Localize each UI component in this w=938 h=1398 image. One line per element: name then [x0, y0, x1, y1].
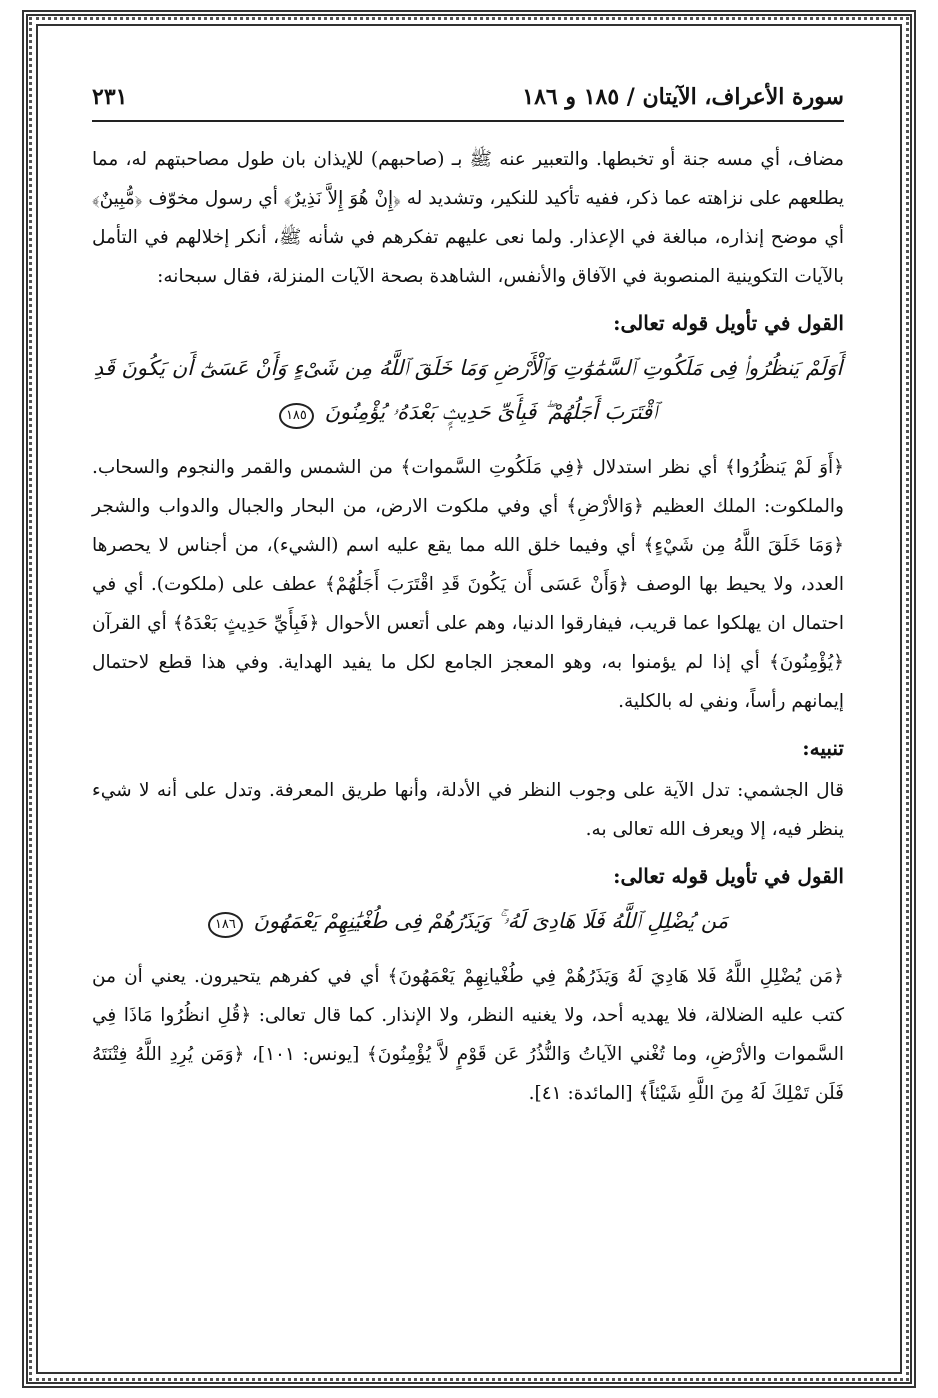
running-header	[92, 84, 844, 122]
section-heading-185: القول في تأويل قوله تعالى:	[613, 311, 844, 335]
paragraph-intro: مضاف، أي مسه جنة أو تخبطها. والتعبير عنه ﷺ بـ (صاحبهم) للإيذان بان طول مصاحبتهم له، مما يطلعهم على نزاهته عما ذكر، ففيه تأكيد للنكير، وتشديد له ﴿إِنْ هُوَ إِلاَّ نَذِيرٌ﴾ أي رسول مخوّف ﴿مُّبِينٌ﴾ أي موضح إنذاره، مبالغة في الإعذار. ولما نعى عليهم تفكرهم في شأنه ﷺ، أنكر إخلالهم في التأمل بالآيات التكوينية المنصوبة في الآفاق والأنفس، الشاهدة بصحة الآيات المنزلة، فقال سبحانه:	[92, 149, 844, 287]
ayah-number-186: ١٨٦	[208, 912, 243, 938]
ayah-number-185: ١٨٥	[279, 403, 314, 429]
quran-verse-185	[92, 346, 844, 434]
verse-text-186: مَن يُضْلِلِ ٱللَّهُ فَلَا هَادِىَ لَهُۥ ۚ وَيَذَرُهُمْ فِى طُغْيَٰنِهِمْ يَعْمَهُونَ	[253, 909, 729, 933]
page-number: ٢٣١	[92, 84, 128, 110]
section-heading-186: القول في تأويل قوله تعالى:	[613, 864, 844, 888]
paragraph-commentary-186: ﴿مَن يُضْلِلِ اللَّهُ فَلا هَادِيَ لَهُ وَيَذَرُهُمْ فِي طُغْيانِهِمْ يَعْمَهُونَ﴾ أي في كفرهم يتحيرون. يعني أن من كتب عليه الضلالة، فلا يهديه أحد، ولا يغنيه النظر، ولا الإنذار. كما قال تعالى: ﴿قُلِ انظُرُوا مَاذَا فِي السَّموات والأرْضِ، وما تُغْني الآياتُ وَالنُّذُرُ عَن قَوْمٍ لاَّ يُؤْمِنُونَ﴾ [يونس: ١٠١]، ﴿وَمَن يُرِدِ اللَّهُ فِتْنَتَهُ فَلَن تَمْلِكَ لَهُ مِنَ اللَّهِ شَيْئاً﴾ [المائدة: ٤١].	[92, 966, 845, 1104]
book-page	[92, 84, 844, 1314]
note-heading: تنبيه:	[802, 736, 844, 760]
paragraph-commentary-185: ﴿أَوَ لَمْ يَنظُرُوا﴾ أي نظر استدلال ﴿فِي مَلَكُوتِ السَّموات﴾ من الشمس والقمر والنجوم والسحاب. والملكوت: الملك العظيم ﴿وَالأرْضِ﴾ أي وفي ملكوت الارض، من البحار والجبال والدواب والشجر ﴿وَمَا خَلَقَ اللَّهُ مِن شَيْءٍ﴾ أي وفيما خلق الله مما يقع عليه اسم (الشيء)، من أجناس لا يحصرها العدد، ولا يحيط بها الوصف ﴿وَأَنْ عَسَى أَن يَكُونَ قَدِ اقْتَرَبَ أَجَلُهُمْ﴾ عطف على (ملكوت). أي في احتمال ان يهلكوا عما قريب، فيفارقوا الدنيا، وهم على أتعس الأحوال ﴿فَبِأَيِّ حَدِيثٍ بَعْدَهُ﴾ أي القرآن ﴿يُؤْمِنُونَ﴾ أي إذا لم يؤمنوا به، وهو المعجز الجامع لكل ما يفيد الهداية. وفي هذا قطع لاحتمال إيمانهم رأساً، ونفي له بالكلية.	[92, 457, 844, 712]
quran-verse-186	[92, 899, 844, 943]
running-title: سورة الأعراف، الآيتان / ١٨٥ و ١٨٦	[522, 84, 844, 110]
paragraph-note: قال الجشمي: تدل الآية على وجوب النظر في الأدلة، وأنها طريق المعرفة. وتدل على أنه لا شيء ينظر فيه، إلا ويعرف الله تعالى به.	[92, 780, 844, 840]
verse-text-185: أَوَلَمْ يَنظُرُوا۟ فِى مَلَكُوتِ ٱلسَّمَٰوَٰتِ وَٱلْأَرْضِ وَمَا خَلَقَ ٱللَّهُ مِن شَىْءٍ وَأَنْ عَسَىٰٓ أَن يَكُونَ قَدِ ٱقْتَرَبَ أَجَلُهُمْ ۖ فَبِأَىِّ حَدِيثٍۭ بَعْدَهُۥ يُؤْمِنُونَ	[93, 356, 843, 424]
